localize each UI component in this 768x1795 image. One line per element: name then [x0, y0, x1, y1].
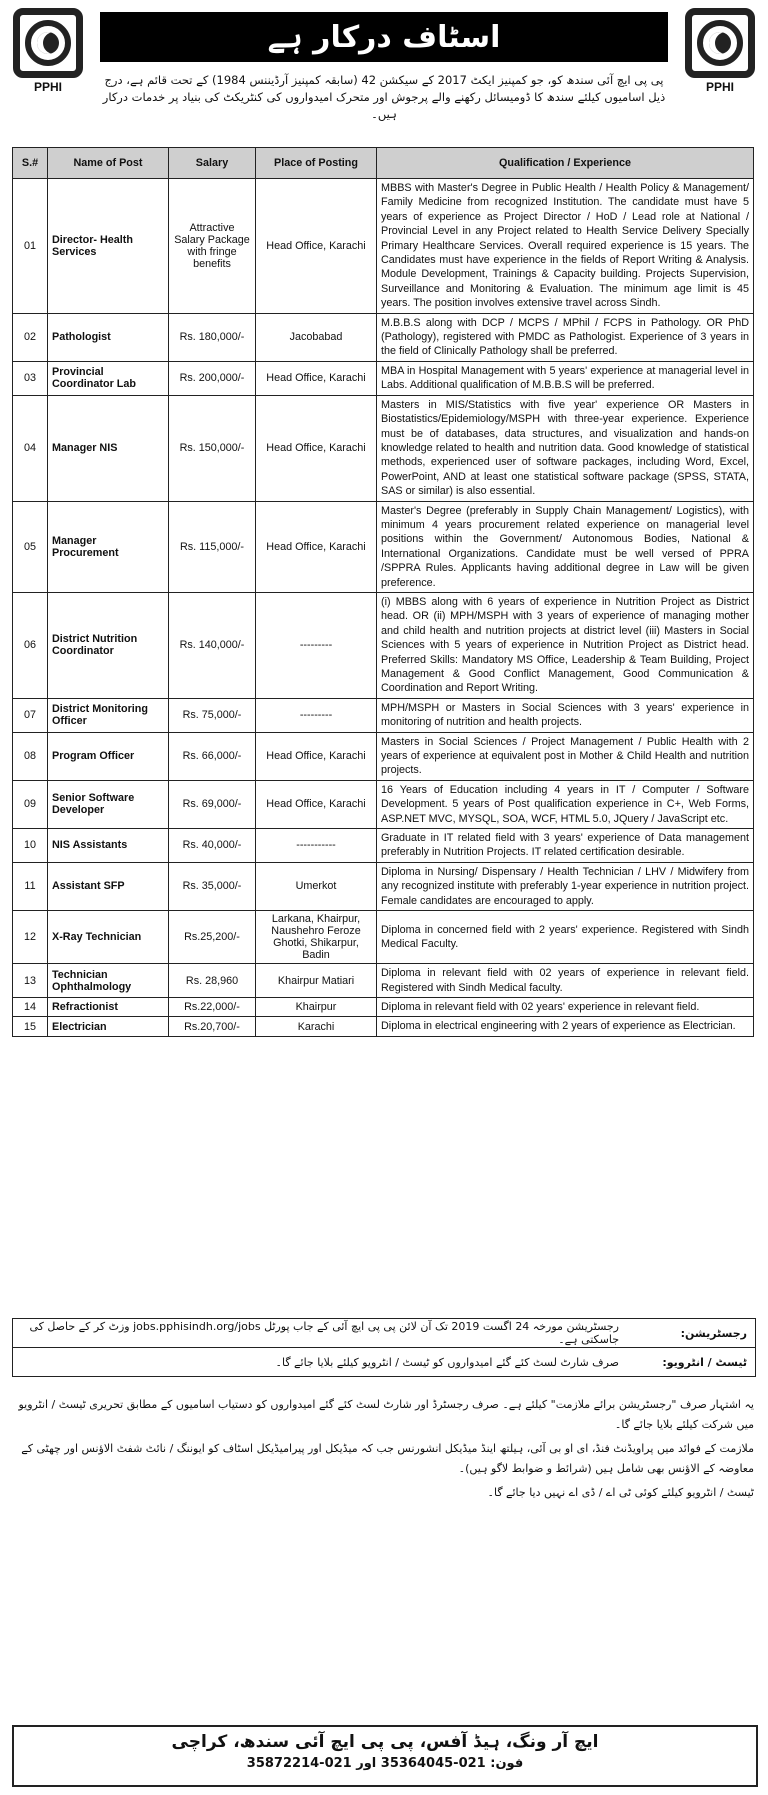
crescent-icon	[37, 32, 59, 54]
registration-row	[13, 1319, 755, 1348]
cell-sn: 03	[13, 361, 48, 395]
cell-post-name: Senior Software Developer	[48, 780, 169, 828]
col-header-place: Place of Posting	[256, 148, 377, 179]
cell-salary: Rs.25,200/-	[169, 911, 256, 964]
cell-qualification: 16 Years of Education including 4 years in IT / Computer / Software Development. 5 years of Post qualification experience in C+, Web Forms, ASP.NET MVC, MYSQL, SOA, WCF, HTML 5.0, JQuery / JavaScript etc.	[377, 780, 754, 828]
table-row	[13, 997, 754, 1016]
cell-place: Umerkot	[256, 862, 377, 910]
registration-label: رجسٹریشن:	[680, 1326, 747, 1340]
table-row	[13, 1017, 754, 1036]
cell-qualification: Diploma in Nursing/ Dispensary / Health Technician / LHV / Midwifery from any recognized institute with preferably 1-year experience in nutrition project. Female candidates are encouraged to apply.	[377, 862, 754, 910]
table-row	[13, 179, 754, 314]
page-title: اسٹاف درکار ہے	[100, 12, 668, 62]
cell-post-name: X-Ray Technician	[48, 911, 169, 964]
col-header-salary: Salary	[169, 148, 256, 179]
cell-place: Head Office, Karachi	[256, 395, 377, 501]
table-row	[13, 862, 754, 910]
cell-qualification: M.B.B.S along with DCP / MCPS / MPhil / FCPS in Pathology. OR PhD (Pathology), registered with PMDC as Pathologist. Experience of 3 years in the field of Clinically Pathology shall be preferred.	[377, 313, 754, 361]
cell-sn: 09	[13, 780, 48, 828]
cell-sn: 05	[13, 501, 48, 592]
cell-salary: Rs. 69,000/-	[169, 780, 256, 828]
cell-salary: Rs. 35,000/-	[169, 862, 256, 910]
cell-post-name: Director- Health Services	[48, 179, 169, 314]
logo-ring-icon	[13, 8, 83, 78]
crescent-icon	[709, 32, 731, 54]
registration-box	[12, 1318, 756, 1377]
cell-salary: Rs. 140,000/-	[169, 592, 256, 698]
cell-post-name: NIS Assistants	[48, 829, 169, 863]
cell-qualification: MBA in Hospital Management with 5 years' experience at managerial level in Labs. Additional qualification of M.B.B.S will be preferred.	[377, 361, 754, 395]
cell-salary: Rs. 115,000/-	[169, 501, 256, 592]
interview-row	[13, 1348, 755, 1376]
cell-place: -----------	[256, 829, 377, 863]
cell-place: Khairpur	[256, 997, 377, 1016]
table-row	[13, 395, 754, 501]
note-item: ٹیسٹ / انٹرویو کیلئے کوئی ٹی اے / ڈی اے نہیں دیا جائے گا۔	[487, 1486, 754, 1499]
table-row	[13, 501, 754, 592]
cell-place: Head Office, Karachi	[256, 501, 377, 592]
table-row	[13, 732, 754, 780]
table-row	[13, 361, 754, 395]
pphi-logo-left	[8, 8, 88, 94]
registration-text: رجسٹریشن مورخہ 24 اگست 2019 تک آن لائن پی پی ایچ آئی کے جاب پورٹل jobs.pphisindh.org/jobs وزٹ کر کے حاصل کی جاسکتی ہے۔	[29, 1320, 619, 1346]
cell-post-name: Manager NIS	[48, 395, 169, 501]
cell-sn: 14	[13, 997, 48, 1016]
cell-place: ---------	[256, 698, 377, 732]
cell-sn: 04	[13, 395, 48, 501]
logo-ring-icon	[685, 8, 755, 78]
footer-address: ایچ آر ونگ، ہیڈ آفس، پی پی ایچ آئی سندھ، کراچی	[171, 1732, 599, 1752]
pphi-logo-right	[680, 8, 760, 94]
cell-post-name: Program Officer	[48, 732, 169, 780]
cell-place: Jacobabad	[256, 313, 377, 361]
cell-salary: Rs.20,700/-	[169, 1017, 256, 1036]
cell-post-name: Provincial Coordinator Lab	[48, 361, 169, 395]
table-row	[13, 780, 754, 828]
cell-post-name: Pathologist	[48, 313, 169, 361]
table-row	[13, 829, 754, 863]
cell-sn: 13	[13, 964, 48, 998]
logo-label: PPHI	[33, 80, 62, 94]
cell-qualification: Diploma in concerned field with 2 years' experience. Registered with Sindh Medical Faculty.	[377, 911, 754, 964]
cell-place: Karachi	[256, 1017, 377, 1036]
cell-sn: 01	[13, 179, 48, 314]
col-header-sn: S.#	[13, 148, 48, 179]
table-row	[13, 964, 754, 998]
cell-qualification: MPH/MSPH or Masters in Social Sciences with 3 years' experience in monitoring of nutrition and health projects.	[377, 698, 754, 732]
cell-sn: 11	[13, 862, 48, 910]
cell-qualification: Diploma in relevant field with 02 years' experience in relevant field.	[377, 997, 754, 1016]
cell-qualification: Masters in MIS/Statistics with five year' experience OR Masters in Biostatistics/Epidemiology/MSPH with three-year experience. Experience must be of databases, data structures, and visualization and hands-on knowledge related to health and nutrition data. Good knowledge of statistical methods, experienced user of software packages, including Word, Excel, PowerPoint, AND at least one statistical software package (SPSS, STATA, SAS or similar) is also essential.	[377, 395, 754, 501]
cell-salary: Rs. 40,000/-	[169, 829, 256, 863]
intro-text: پی پی ایچ آئی سندھ کو، جو کمپنیز ایکٹ 2017 کے سیکشن 42 (سابقہ کمپنیز آرڈیننس 1984) کے تحت قائم ہے، درج ذیل اسامیوں کیلئے سندھ کا ڈومیسائل رکھنے والے پرجوش اور متحرک امیدواروں کی کنٹریکٹ کی بنیاد پر خدمات درکار ہیں۔	[102, 73, 666, 121]
cell-place: Larkana, Khairpur, Naushehro Feroze Ghotki, Shikarpur, Badin	[256, 911, 377, 964]
cell-sn: 02	[13, 313, 48, 361]
cell-place: ---------	[256, 592, 377, 698]
cell-qualification: Masters in Social Sciences / Project Management / Public Health with 2 years of experience at equivalent post in Mother & Child Health and nutrition projects.	[377, 732, 754, 780]
cell-place: Head Office, Karachi	[256, 179, 377, 314]
cell-sn: 15	[13, 1017, 48, 1036]
logo-label: PPHI	[705, 80, 734, 94]
cell-qualification: MBBS with Master's Degree in Public Health / Health Policy & Management/ Family Medicine from recognized Institution. The candidate must have 5 years of experience as Project Director / HoD / Lead role at National / Provincial Level in any Project related to Health Service Delivery Specially Primary Healthcare Services. Overall required experience is 15 years. The Candidates must have experience in the fields of Report Writing & Analysis. Module Development, Trainings & Capacity building. Projects Supervision, Surveillance and Monitoring & Evaluation. The minimum age limit is 45 years. The position involves extensive travel across Sindh.	[377, 179, 754, 314]
cell-salary: Rs. 180,000/-	[169, 313, 256, 361]
note-item: ملازمت کے فوائد میں پراویڈنٹ فنڈ، ای او بی آئی، ہیلتھ اینڈ میڈیکل انشورنس جب کہ میڈیکل اور پیرامیڈیکل اسٹاف کو ایوننگ / نائٹ شفٹ الاؤنس اور چھٹی کے معاوضہ کے الاؤنس بھی شامل ہیں (شرائط و ضوابط لاگو ہیں)۔	[21, 1442, 754, 1475]
cell-post-name: Refractionist	[48, 997, 169, 1016]
cell-salary: Rs.22,000/-	[169, 997, 256, 1016]
cell-place: Head Office, Karachi	[256, 780, 377, 828]
cell-qualification: (i) MBBS along with 6 years of experience in Nutrition Project as District head. OR (ii) MPH/MSPH with 3 years of experience of managing mother and child health and nutrition projects at district level (iii) Masters in Social Sciences with 5 years of experience in Nutrition Project as District head. Preferred Skills: Mandatory MS Office, Leadership & Team Building, Project Management & Good Conflict Management, Good Communication & Coordination and Report Writing.	[377, 592, 754, 698]
interview-label: ٹیسٹ / انٹرویو:	[662, 1355, 747, 1369]
note-item: یہ اشتہار صرف "رجسٹریشن برائے ملازمت" کیلئے ہے۔ صرف رجسٹرڈ اور شارٹ لسٹ کئے گئے امیدواروں کو دستیاب اسامیوں کے مطابق تحریری ٹیسٹ / انٹرویو میں شرکت کیلئے بلایا جائے گا۔	[18, 1398, 754, 1431]
cell-salary: Rs. 75,000/-	[169, 698, 256, 732]
cell-salary: Rs. 200,000/-	[169, 361, 256, 395]
table-row	[13, 698, 754, 732]
cell-salary: Rs. 28,960	[169, 964, 256, 998]
notes	[12, 1395, 754, 1507]
cell-place: Head Office, Karachi	[256, 732, 377, 780]
cell-salary: Rs. 150,000/-	[169, 395, 256, 501]
cell-salary: Rs. 66,000/-	[169, 732, 256, 780]
cell-post-name: District Monitoring Officer	[48, 698, 169, 732]
footer	[12, 1725, 758, 1787]
cell-place: Khairpur Matiari	[256, 964, 377, 998]
cell-place: Head Office, Karachi	[256, 361, 377, 395]
cell-qualification: Master's Degree (preferably in Supply Chain Management/ Logistics), with minimum 4 years procurement related experience on managerial level positions within the Government/ Autonomous Bodies, National & International Organizations. Candidate must be well versed of PPRA /SPPRA Rules. Applicants having additional degree in Law will be given preference.	[377, 501, 754, 592]
cell-post-name: District Nutrition Coordinator	[48, 592, 169, 698]
cell-sn: 10	[13, 829, 48, 863]
cell-qualification: Graduate in IT related field with 3 years' experience of Data management preferably in Nutrition Projects. IT related certification desirable.	[377, 829, 754, 863]
cell-sn: 12	[13, 911, 48, 964]
cell-post-name: Manager Procurement	[48, 501, 169, 592]
cell-sn: 08	[13, 732, 48, 780]
col-header-name: Name of Post	[48, 148, 169, 179]
col-header-qualification: Qualification / Experience	[377, 148, 754, 179]
cell-post-name: Technician Ophthalmology	[48, 964, 169, 998]
table-header-row	[13, 148, 754, 179]
table-row	[13, 911, 754, 964]
table-row	[13, 313, 754, 361]
cell-post-name: Electrician	[48, 1017, 169, 1036]
cell-qualification: Diploma in relevant field with 02 years of experience in relevant field. Registered with Sindh Medical faculty.	[377, 964, 754, 998]
cell-sn: 06	[13, 592, 48, 698]
cell-qualification: Diploma in electrical engineering with 2 years of experience as Electrician.	[377, 1017, 754, 1036]
cell-salary: Attractive Salary Package with fringe benefits	[169, 179, 256, 314]
posts-table	[12, 147, 754, 1037]
table-row	[13, 592, 754, 698]
cell-post-name: Assistant SFP	[48, 862, 169, 910]
cell-sn: 07	[13, 698, 48, 732]
interview-text: صرف شارٹ لسٹ کئے گئے امیدواروں کو ٹیسٹ / انٹرویو کیلئے بلایا جائے گا۔	[275, 1355, 619, 1369]
footer-phone: فون: 021-35364045 اور 021-35872214	[246, 1756, 524, 1771]
